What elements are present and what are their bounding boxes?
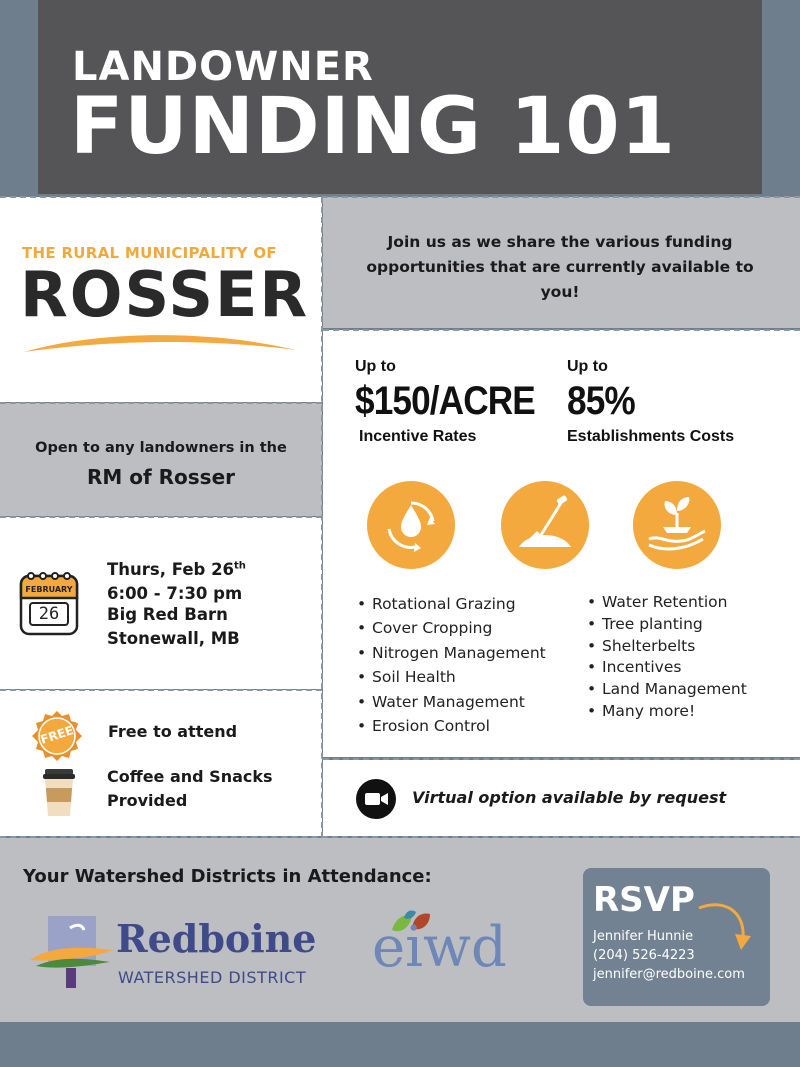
stat1-prefix: Up to — [355, 358, 396, 375]
event-venue: Big Red Barn — [107, 605, 228, 624]
rsvp-email-link[interactable]: jennifer@redboine.com — [593, 967, 745, 982]
virtual-option-text: Virtual option available by request — [412, 788, 727, 807]
coffee-cup-icon — [42, 768, 76, 818]
hand-sprout-icon — [633, 481, 721, 569]
divider — [323, 758, 800, 760]
list-item: • Incentives — [587, 657, 747, 679]
list-item: • Shelterbelts — [587, 636, 747, 658]
redboine-name: Redboine — [116, 916, 317, 961]
divider — [0, 402, 322, 404]
free-badge-icon — [31, 710, 83, 762]
title-line1: LANDOWNER — [72, 44, 374, 90]
logo-swoosh-icon — [22, 330, 298, 356]
coffee-line2: Provided — [107, 791, 188, 810]
stat2-value: 85% — [567, 379, 635, 423]
rsvp-phone: (204) 526-4223 — [593, 948, 695, 963]
list-item: • Cover Cropping — [357, 616, 546, 640]
eligibility-line1: Open to any landowners in the — [35, 440, 287, 456]
stat2-label: Establishments Costs — [567, 428, 735, 445]
video-camera-icon — [356, 779, 396, 819]
divider — [0, 196, 800, 198]
list-item: • Soil Health — [357, 665, 546, 689]
redboine-sub: WATERSHED DISTRICT — [118, 968, 307, 987]
event-city: Stonewall, MB — [107, 629, 240, 648]
free-badge-text: FREE — [38, 723, 76, 747]
calendar-month: FEBRUARY — [25, 585, 73, 594]
program-list-left — [357, 592, 546, 738]
program-list-right — [587, 592, 747, 723]
stat1-value: $150/ACRE — [355, 379, 535, 423]
stat1-label: Incentive Rates — [359, 428, 477, 445]
logo-subtitle: THE RURAL MUNICIPALITY OF — [22, 244, 277, 262]
attendance-title: Your Watershed Districts in Attendance: — [23, 866, 432, 887]
event-date — [107, 560, 246, 579]
list-item: • Water Management — [357, 690, 546, 714]
eiwd-logo-text: eiwd — [372, 915, 507, 980]
divider — [0, 836, 800, 838]
event-time: 6:00 - 7:30 pm — [107, 584, 243, 603]
list-item: • Tree planting — [587, 614, 747, 636]
shovel-soil-icon — [501, 481, 589, 569]
logo-title: ROSSER — [20, 258, 310, 331]
list-item: • Water Retention — [587, 592, 747, 614]
eligibility-line2: RM of Rosser — [86, 465, 236, 489]
header-banner — [38, 0, 762, 194]
coffee-line1: Coffee and Snacks — [107, 767, 273, 786]
divider — [323, 329, 800, 331]
event-date-suffix: th — [234, 560, 246, 572]
divider — [0, 516, 322, 518]
rsvp-box — [583, 868, 770, 1006]
event-date-text: Thurs, Feb 26 — [107, 560, 235, 579]
rsvp-title: RSVP — [593, 880, 695, 920]
divider — [0, 689, 322, 691]
list-item: • Land Management — [587, 679, 747, 701]
free-to-attend: Free to attend — [108, 722, 238, 741]
intro-text: Join us as we share the various funding opportunities that are currently available to you! — [366, 233, 754, 301]
water-cycle-icon — [367, 481, 455, 569]
eligibility-panel — [0, 403, 322, 516]
stat2-prefix: Up to — [567, 358, 608, 375]
list-item: • Rotational Grazing — [357, 592, 546, 616]
curved-arrow-icon — [695, 898, 755, 958]
list-item: • Nitrogen Management — [357, 641, 546, 665]
title-line2: FUNDING 101 — [70, 82, 676, 172]
footer-bar — [0, 1022, 800, 1067]
list-item: • Many more! — [587, 701, 747, 723]
calendar-day: 26 — [29, 602, 69, 626]
calendar-icon — [19, 570, 79, 636]
list-item: • Erosion Control — [357, 714, 546, 738]
redboine-logo-icon — [30, 916, 114, 990]
rsvp-name: Jennifer Hunnie — [593, 929, 694, 944]
